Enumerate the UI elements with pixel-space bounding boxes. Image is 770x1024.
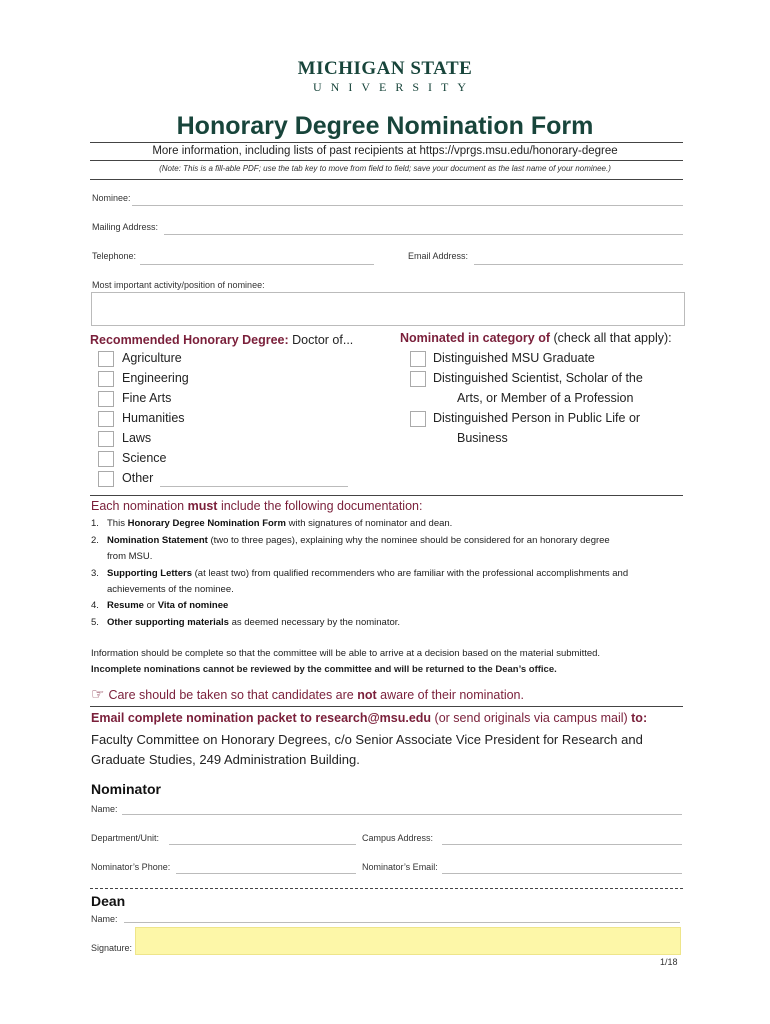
dean-signature-field[interactable]: [135, 927, 681, 955]
category-public-life-cont: Business: [457, 431, 508, 445]
telephone-label: Telephone:: [92, 251, 137, 261]
list-item: [91, 566, 691, 582]
option-laws: Laws: [122, 431, 152, 445]
list-text-bold: Supporting Letters: [107, 568, 192, 579]
category-public-life: Distinguished Person in Public Life or: [433, 411, 641, 425]
option-other: Other: [122, 471, 154, 485]
email-instruction-mid: (or send originals via campus mail): [431, 711, 632, 725]
nominator-phone-field[interactable]: [176, 861, 356, 874]
msu-logo-university: UNIVERSITY: [313, 80, 475, 94]
list-number: 2.: [91, 535, 99, 546]
info-divider: [90, 160, 683, 161]
list-text-bold: Resume: [107, 600, 144, 611]
email-instruction: [91, 711, 647, 725]
checkbox-public-life[interactable]: [410, 411, 426, 427]
list-text-post: (two to three pages), explaining why the nominee should be considered for an honorary degree: [207, 535, 610, 546]
info-text: Information should be complete so that the committee will be able to arrive at a decision based on the material submitted.: [91, 648, 601, 659]
care-text-pre: Care should be taken so that candidates are: [108, 688, 358, 702]
dean-signature-label: Signature:: [91, 943, 133, 953]
documentation-intro-must: must: [187, 499, 218, 513]
list-text-post: with signatures of nominator and dean.: [285, 518, 453, 529]
category-scientist-scholar-cont: Arts, or Member of a Profession: [457, 391, 634, 405]
nominator-name-field[interactable]: [122, 802, 682, 815]
email-address-label: Email Address:: [408, 251, 469, 261]
checkbox-science[interactable]: [98, 451, 114, 467]
checkbox-fine-arts[interactable]: [98, 391, 114, 407]
address-line-1: Faculty Committee on Honorary Degrees, c/o Senior Associate Vice President for Research and: [91, 732, 643, 747]
category-heading: [400, 331, 672, 345]
msu-logo-wordmark: MICHIGAN STATE: [297, 58, 473, 79]
nominator-email-field[interactable]: [442, 861, 682, 874]
email-instruction-bold: Email complete nomination packet to research@msu.edu: [91, 711, 432, 725]
category-msu-graduate: Distinguished MSU Graduate: [433, 351, 595, 365]
activity-field[interactable]: [91, 292, 685, 326]
nominee-field[interactable]: [132, 193, 683, 206]
nominator-heading: Nominator: [91, 781, 161, 797]
activity-label: Most important activity/position of nominee:: [92, 280, 265, 290]
list-number: 4.: [91, 600, 99, 611]
dean-name-label: Name:: [91, 914, 118, 924]
checkbox-engineering[interactable]: [98, 371, 114, 387]
page-title: Honorary Degree Nomination Form: [176, 112, 594, 140]
category-scientist-scholar: Distinguished Scientist, Scholar of the: [433, 371, 643, 385]
list-text-mid: or: [143, 600, 158, 611]
nominator-campus-label: Campus Address:: [362, 833, 434, 843]
list-text-post: (at least two) from qualified recommenders who are familiar with the professional accomplishments and: [191, 568, 629, 579]
list-text-pre: This: [107, 518, 128, 529]
option-fine-arts: Fine Arts: [122, 391, 172, 405]
telephone-field[interactable]: [140, 252, 374, 265]
nominator-dept-label: Department/Unit:: [91, 833, 160, 843]
nominee-label: Nominee:: [92, 193, 131, 203]
list-item-continuation: from MSU.: [107, 551, 153, 562]
care-text-post: aware of their nomination.: [376, 688, 524, 702]
checkbox-humanities[interactable]: [98, 411, 114, 427]
option-agriculture: Agriculture: [122, 351, 182, 365]
documentation-intro-post: include the following documentation:: [217, 499, 423, 513]
list-text-bold: Other supporting materials: [107, 617, 229, 628]
documentation-intro: [91, 499, 422, 513]
option-science: Science: [122, 451, 167, 465]
address-line-2: Graduate Studies, 249 Administration Building.: [91, 752, 360, 767]
dean-name-field[interactable]: [124, 910, 680, 923]
documentation-intro-pre: Each nomination: [91, 499, 188, 513]
list-number: 3.: [91, 568, 99, 579]
list-text-post: as deemed necessary by the nominator.: [228, 617, 401, 628]
degree-heading-rest: Doctor of...: [288, 333, 354, 347]
list-item-continuation: achievements of the nominee.: [107, 584, 234, 595]
checkbox-scientist-scholar[interactable]: [410, 371, 426, 387]
nominator-name-label: Name:: [91, 804, 118, 814]
more-info-text: More information, including lists of past recipients at https://vprgs.msu.edu/honorary-degree: [152, 145, 618, 157]
list-item: [91, 533, 691, 549]
list-item: [91, 615, 691, 631]
care-divider: [90, 706, 683, 707]
checkbox-other[interactable]: [98, 471, 114, 487]
pointing-hand-icon: ☞: [91, 686, 105, 703]
fillable-note: (Note: This is a fill-able PDF; use the tab key to move from field to field; save your document as the last name of your nominee.): [159, 164, 611, 173]
category-heading-label: Nominated in category of: [400, 331, 551, 345]
list-text-bold: Nomination Statement: [107, 535, 208, 546]
checkbox-laws[interactable]: [98, 431, 114, 447]
mailing-address-label: Mailing Address:: [92, 222, 159, 232]
documentation-divider: [90, 495, 683, 496]
option-humanities: Humanities: [122, 411, 185, 425]
checkbox-agriculture[interactable]: [98, 351, 114, 367]
info-warning: Incomplete nominations cannot be reviewed by the committee and will be returned to the Dean’s office.: [91, 664, 557, 675]
nominator-phone-label: Nominator’s Phone:: [91, 862, 171, 872]
title-divider: [90, 142, 683, 143]
care-notice: [91, 685, 524, 703]
list-number: 1.: [91, 518, 99, 529]
note-divider: [90, 179, 683, 180]
category-heading-rest: (check all that apply):: [550, 331, 672, 345]
list-number: 5.: [91, 617, 99, 628]
dean-heading: Dean: [91, 893, 126, 909]
list-text-bold: Honorary Degree Nomination Form: [127, 518, 286, 529]
list-text-bold: Vita of nominee: [157, 600, 229, 611]
checkbox-msu-graduate[interactable]: [410, 351, 426, 367]
page-number: 1/18: [660, 957, 678, 967]
nominator-email-label: Nominator’s Email:: [362, 862, 438, 872]
nominator-campus-field[interactable]: [442, 832, 682, 845]
nominator-dept-field[interactable]: [169, 832, 356, 845]
mailing-address-field[interactable]: [164, 222, 683, 235]
list-item: [91, 598, 691, 614]
degree-heading: [90, 333, 353, 347]
other-degree-field[interactable]: [160, 474, 348, 487]
dean-divider: [90, 888, 683, 889]
degree-heading-label: Recommended Honorary Degree:: [90, 333, 289, 347]
email-instruction-to: to:: [631, 711, 648, 725]
email-address-field[interactable]: [474, 252, 683, 265]
list-item: [91, 516, 691, 532]
option-engineering: Engineering: [122, 371, 189, 385]
care-text-not: not: [357, 688, 377, 702]
